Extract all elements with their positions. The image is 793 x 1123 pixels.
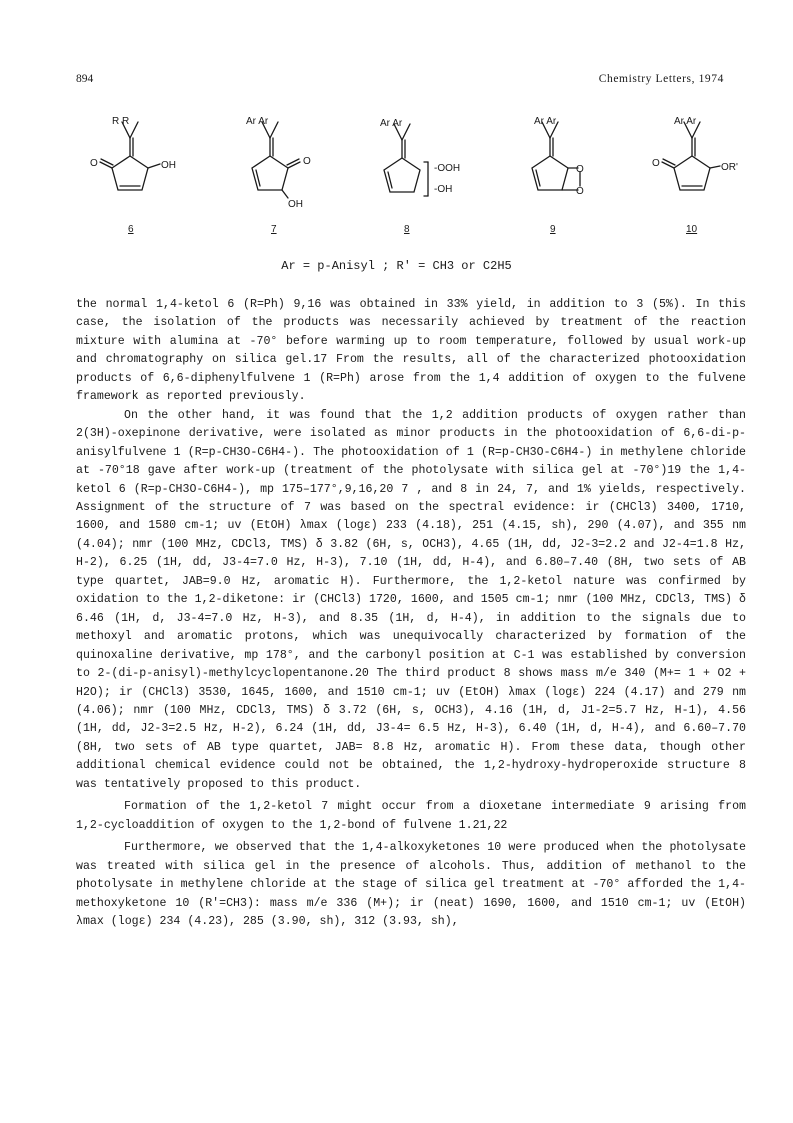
structure-10 bbox=[652, 116, 738, 235]
s6-r-pair: R R bbox=[112, 116, 130, 127]
structure-7 bbox=[246, 116, 311, 235]
structure-label-6: 6 bbox=[128, 224, 134, 235]
structure-label-9: 9 bbox=[550, 224, 556, 235]
s6-oh: OH bbox=[161, 160, 176, 171]
structure-label-10: 10 bbox=[686, 224, 698, 235]
s8-oh: -OH bbox=[434, 184, 453, 195]
article-body bbox=[76, 296, 746, 931]
s10-or: OR' bbox=[721, 162, 738, 173]
s8-ar-pair: Ar Ar bbox=[380, 118, 403, 129]
s9-ar-pair: Ar Ar bbox=[534, 116, 557, 127]
s10-ar-pair: Ar Ar bbox=[674, 116, 697, 127]
journal-name: Chemistry Letters, 1974 bbox=[598, 73, 724, 85]
page-header bbox=[76, 73, 740, 91]
s7-o: O bbox=[303, 156, 311, 167]
structure-8 bbox=[380, 118, 460, 235]
page-number: 894 bbox=[76, 73, 94, 85]
structure-6 bbox=[90, 116, 176, 235]
s7-oh: OH bbox=[288, 199, 303, 210]
structure-legend: Ar = p-Anisyl ; R' = CH3 or C2H5 bbox=[281, 259, 512, 273]
paragraph-1: the normal 1,4-ketol 6 (R=Ph) 9,16 was obtained in 33% yield, in addition to 3 (5%). In this case, the isolation of the products was necessarily achieved by treatment of the reaction mixture with alumina at -70° before warming up to room temperature, followed by usual work-up and chromatography on silica gel.17 From the results, all of the characterized photooxidation products of 6,6-diphenylfulvene 1 (R=Ph) arose from the 1,4 addition of oxygen to the fulvene framework as reported previously. bbox=[76, 298, 746, 404]
structure-label-7: 7 bbox=[271, 224, 277, 235]
chemical-structures-figure bbox=[60, 112, 760, 242]
s9-o-top: O bbox=[576, 164, 584, 175]
structure-9 bbox=[532, 116, 584, 235]
s10-o: O bbox=[652, 158, 660, 169]
paragraph-4: Furthermore, we observed that the 1,4-alkoxyketones 10 were produced when the photolysate was treated with silica gel in the presence of alcohols. Thus, addition of methanol to the photolysate in methylene chloride at the stage of silica gel treatment at -70° afforded the 1,4-methoxyketone 10 (R'=CH3): mass m/e 336 (M+); ir (neat) 1690, 1600, and 1510 cm-1; uv (EtOH) λmax (logε) 234 (4.23), 285 (3.90, sh), 312 (3.93, sh), bbox=[76, 841, 746, 928]
s7-ar-pair: Ar Ar bbox=[246, 116, 269, 127]
s6-o: O bbox=[90, 158, 98, 169]
paragraph-2: On the other hand, it was found that the 1,2 addition products of oxygen rather than 2(3H)-oxepinone derivative, were isolated as minor products in the photooxidation of 6,6-di-p-anisylfulvene 1 (R=p-CH3O-C6H4-). The photooxidation of 1 (R=p-CH3O-C6H4-) in methylene chloride at -70°18 gave after work-up (treatment of the photolysate with silica gel at -70°)19 the 1,4-ketol 6 (R=p-CH3O-C6H4-), mp 175–177°,9,16,20 7 , and 8 in 24, 7, and 1% yields, respectively. Assignment of the structure of 7 was based on the spectral evidence: ir (CHCl3) 3400, 1710, 1600, and 1580 cm-1; uv (EtOH) λmax (logε) 233 (4.18), 251 (4.15, sh), 290 (4.07), and 355 nm (4.04); nmr (100 MHz, CDCl3, TMS) δ 3.82 (6H, s, OCH3), 4.65 (1H, dd, J2-3=2.2 and J2-4=1.8 Hz, H-2), 6.25 (1H, dd, J3-4=7.0 Hz, H-3), 7.10 (1H, dd, H-4), and 6.80–7.40 (8H, two sets of AB type quartet, JAB=9.0 Hz, aromatic H). Furthermore, the 1,2-ketol nature was confirmed by oxidation to the 1,2-diketone: ir (CHCl3) 1720, 1600, and 1505 cm-1; nmr (100 MHz, CDCl3, TMS) δ 6.46 (1H, d, J3-4=7.0 Hz, H-3), and 8.35 (1H, d, H-4), in addition to the signals due to methoxyl and aromatic protons, which was unequivocally characterized by formation of the quinoxaline derivative, mp 178°, and the carbonyl position at C-1 was established by conversion to 2-(di-p-anisyl)-methylcyclopentanone.20 The third product 8 shows mass m/e 340 (M+= 1 + O2 + H2O); ir (CHCl3) 3530, 1645, 1600, and 1510 cm-1; uv (EtOH) λmax (logε) 224 (4.17) and 279 nm (4.06); nmr (100 MHz, CDCl3, TMS) δ 3.72 (6H, s, OCH3), 4.16 (1H, d, J1-2=5.7 Hz, H-1), 4.56 (1H, dd, J2-3=2.5 Hz, H-2), 6.24 (1H, dd, J3-4= 6.5 Hz, H-3), 6.40 (1H, d, H-4), and 6.60–7.70 (8H, two sets of AB type quartet, JAB= 8.8 Hz, aromatic H). From these data, though other additional chemical evidence could not be obtained, the 1,2-hydroxy-hydroperoxide structure 8 was tentatively proposed to this product. bbox=[76, 408, 746, 791]
s8-ooh: -OOH bbox=[434, 163, 461, 174]
structure-label-8: 8 bbox=[404, 224, 410, 235]
s9-o-bottom: O bbox=[576, 186, 584, 197]
paragraph-3: Formation of the 1,2-ketol 7 might occur from a dioxetane intermediate 9 arising from 1,2-cycloaddition of oxygen to the 1,2-bond of fulvene 1.21,22 bbox=[76, 800, 746, 832]
